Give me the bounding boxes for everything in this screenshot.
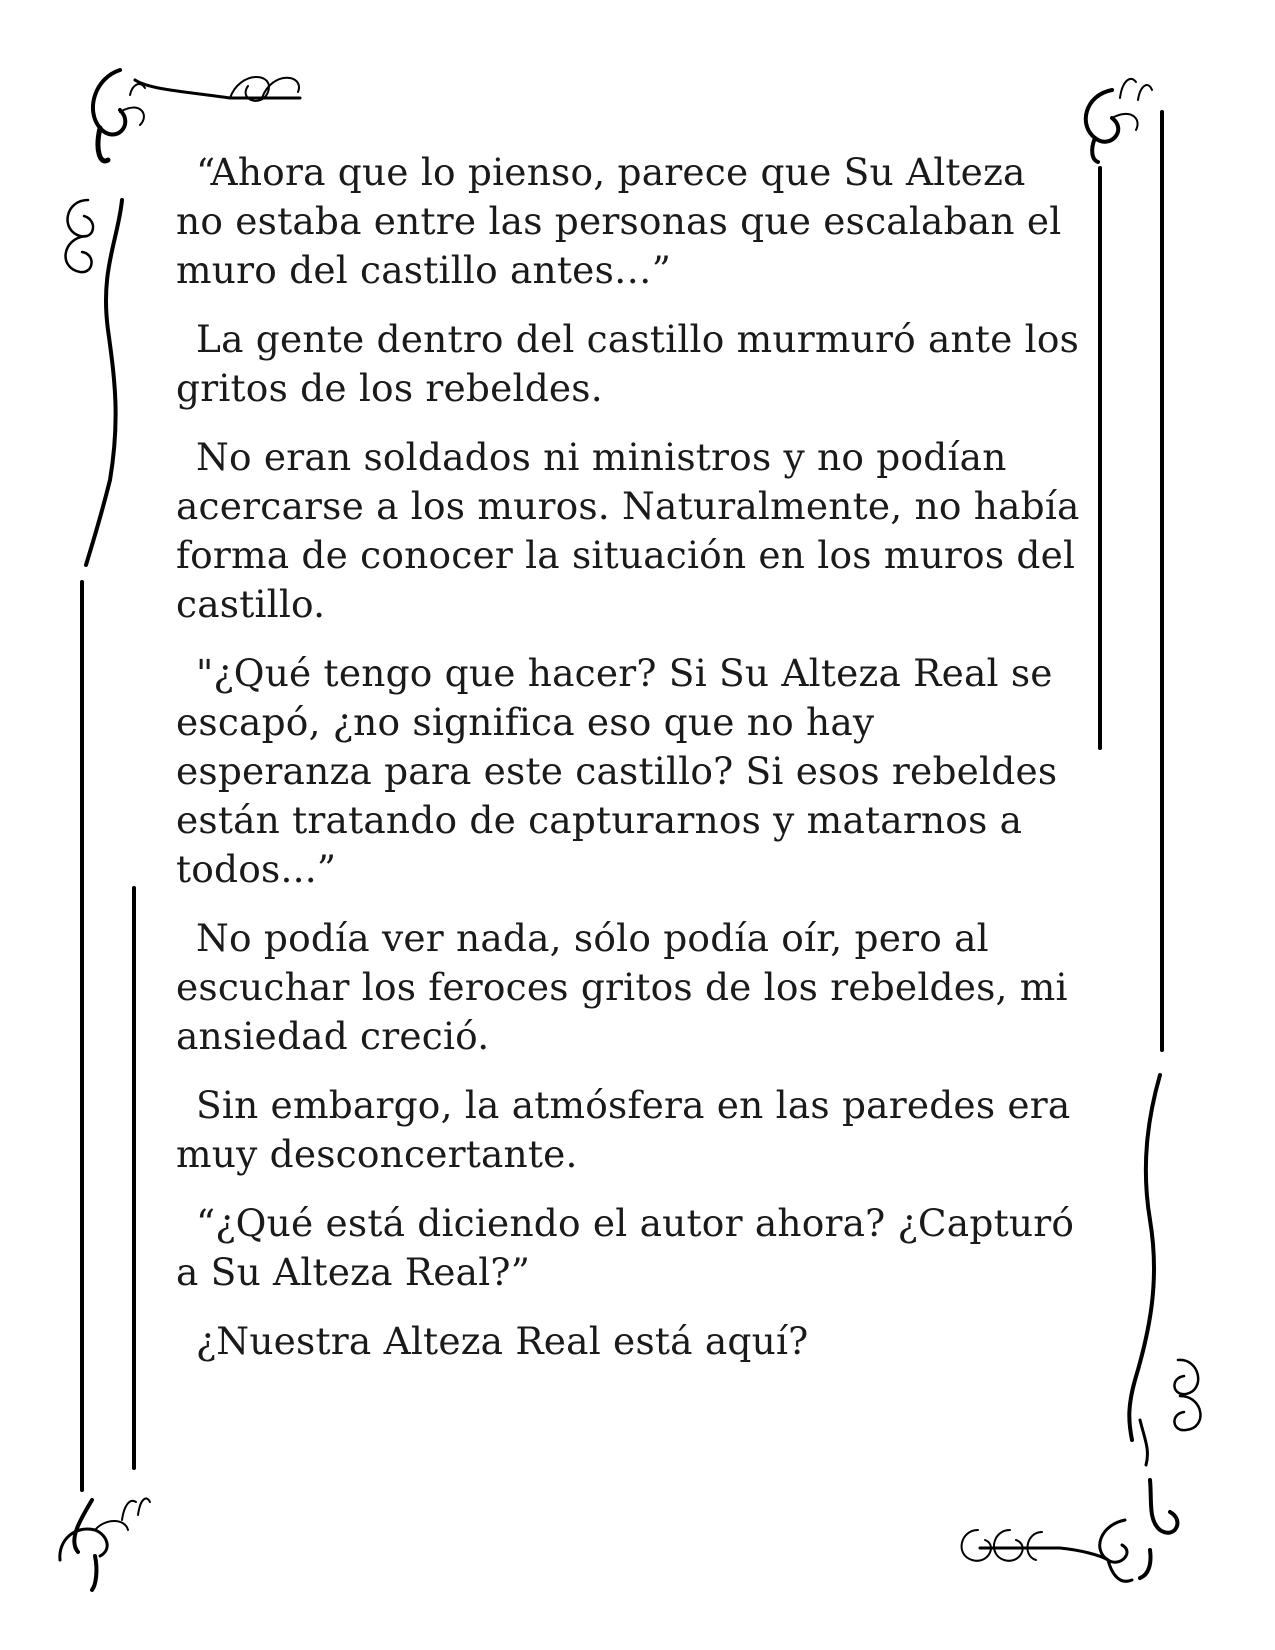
- paragraph-8: ¿Nuestra Alteza Real está aquí?: [196, 1319, 809, 1363]
- paragraph-1: “Ahora que lo pienso, parece que Su Alteza no estaba entre las personas que escalaban el muro del castillo antes…”: [176, 150, 1062, 292]
- paragraph-5: No podía ver nada, sólo podía oír, pero al escuchar los feroces gritos de los rebeldes, mi ansiedad creció.: [176, 916, 1068, 1058]
- paragraph-3: No eran soldados ni ministros y no podían acercarse a los muros. Naturalmente, no había forma de conocer la situación en los muros del castillo.: [176, 435, 1080, 626]
- paragraph-7: “¿Qué está diciendo el autor ahora? ¿Capturó a Su Alteza Real?”: [176, 1201, 1075, 1294]
- top-right-flourish-icon: [1086, 79, 1152, 162]
- left-wavy-border-icon: [66, 200, 122, 565]
- story-text: [176, 148, 1081, 1386]
- bottom-left-flourish-icon: [60, 1498, 150, 1590]
- paragraph-4: "¿Qué tengo que hacer? Si Su Alteza Real se escapó, ¿no significa eso que no hay esperanza para este castillo? Si esos rebeldes están tratando de capturarnos y matarnos a todos...”: [176, 651, 1058, 891]
- bottom-right-flourish-icon: [962, 1480, 1178, 1581]
- paragraph-2: La gente dentro del castillo murmuró ante los gritos de los rebeldes.: [176, 317, 1080, 410]
- paragraph-6: Sin embargo, la atmósfera en las paredes era muy desconcertante.: [176, 1083, 1071, 1176]
- right-wavy-border-icon: [1129, 1075, 1200, 1465]
